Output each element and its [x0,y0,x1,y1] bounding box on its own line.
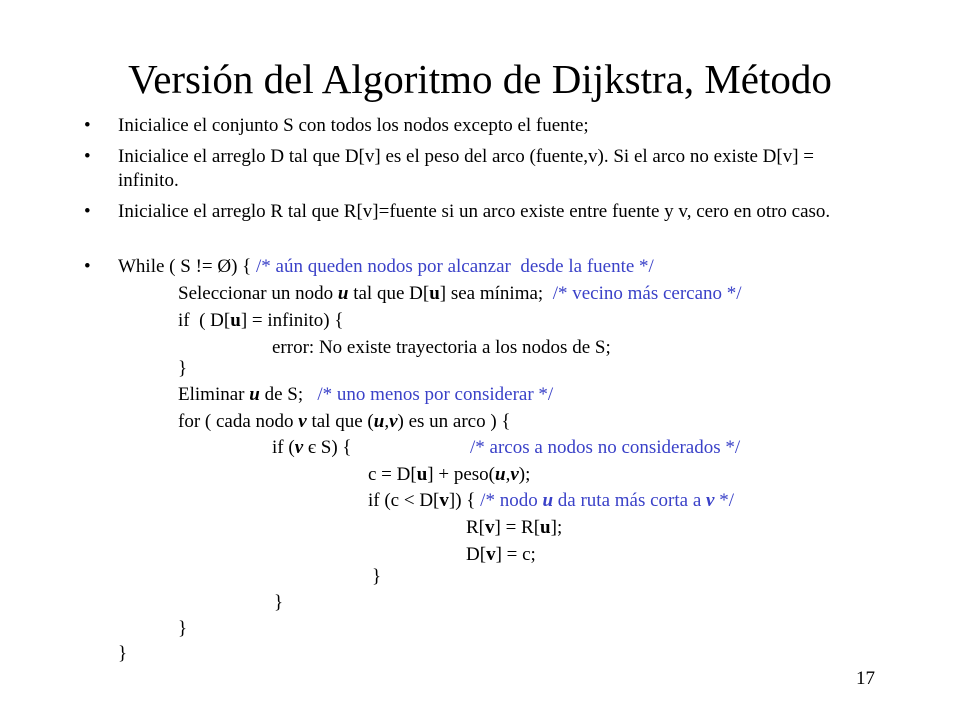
code-line-close-for: } [178,618,188,639]
code-line-if-infinito: if ( D[u] = infinito) { [178,310,344,331]
bullet-marker: • [84,201,91,222]
code-line-close-if: } [178,358,188,379]
code-line-if-in-s: if (v є S) { [272,437,352,458]
slide-title: Versión del Algoritmo de Dijkstra, Método [128,56,832,102]
page-number: 17 [856,668,875,689]
code-line-error: error: No existe trayectoria a los nodos de S; [272,337,611,358]
code-line-if-shorter: if (c < D[v]) { /* nodo u da ruta más corta a v */ [368,490,734,511]
code-line-close-if-in-s: } [274,592,284,613]
code-line-select: Seleccionar un nodo u tal que D[u] sea mínima; /* vecino más cercano */ [178,283,742,304]
code-line-r-assign: R[v] = R[u]; [466,517,563,538]
code-line-close-while: } [118,643,128,664]
code-line-close-inner-if: } [372,566,382,587]
code-line-while: While ( S != Ø) { /* aún queden nodos por alcanzar desde la fuente */ [118,256,654,277]
bullet-text: Inicialice el arreglo D tal que D[v] es el peso del arco (fuente,v). Si el arco no existe D[v] = infinito. [118,146,815,191]
bullet-marker: • [84,256,91,277]
code-comment-arcos: /* arcos a nodos no considerados */ [470,437,741,458]
bullet-marker: • [84,115,91,136]
bullet-marker: • [84,146,91,167]
code-line-d-assign: D[v] = c; [466,544,536,565]
code-line-eliminar: Eliminar u de S; /* uno menos por considerar */ [178,384,554,405]
bullet-text: Inicialice el arreglo R tal que R[v]=fuente si un arco existe entre fuente y v, cero en otro caso. [118,201,831,222]
code-line-for: for ( cada nodo v tal que (u,v) es un arco ) { [178,411,511,432]
bullet-text: Inicialice el conjunto S con todos los nodos excepto el fuente; [118,115,589,136]
code-line-c-assign: c = D[u] + peso(u,v); [368,464,531,485]
